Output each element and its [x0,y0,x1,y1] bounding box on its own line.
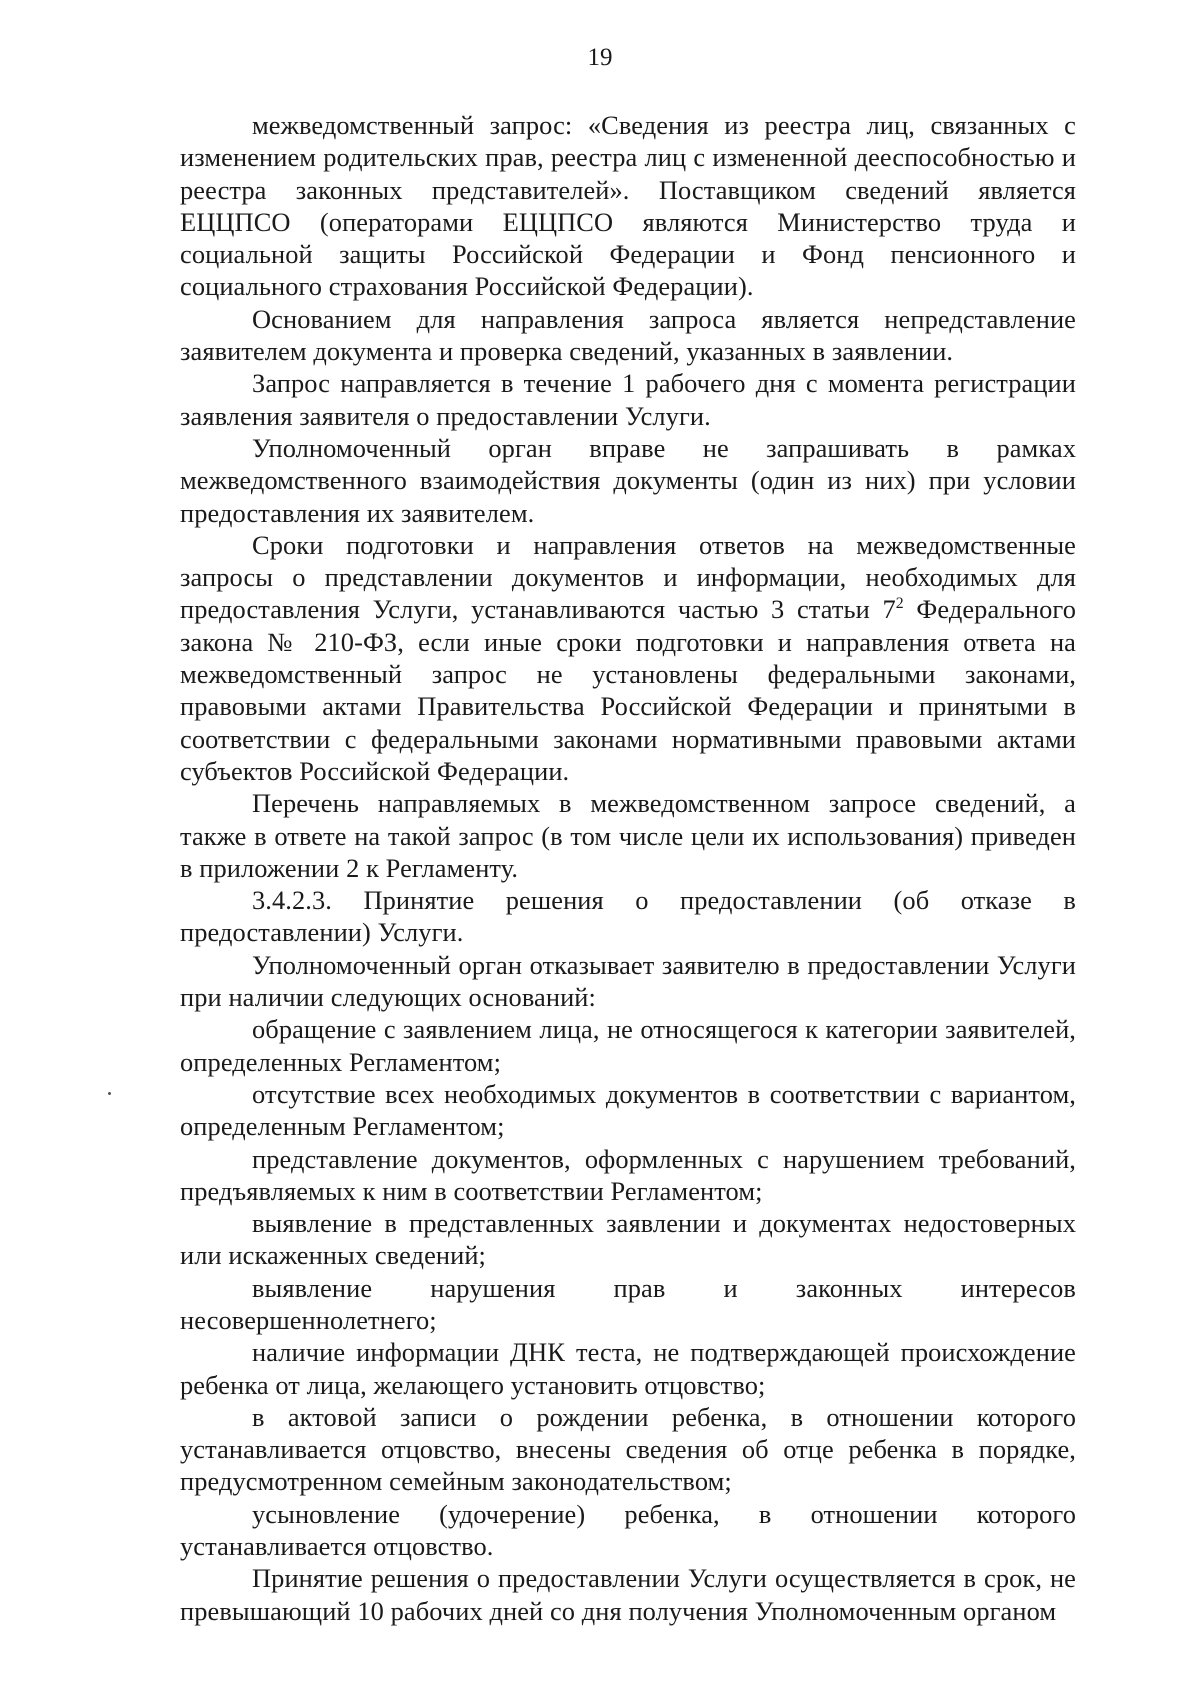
deadlines-text-end: Федерального закона № 210-ФЗ, если иные сроки подготовки и направления ответа на межведомственный запрос не установлены федеральными законами, правовыми актами Правительства Российской Федерации и принятыми в соответствии с федеральными законами нормативными правовыми актами субъектов Российской Федерации. [180,594,1076,786]
refusal-ground-item: выявление в представленных заявлении и документах недостоверных или искаженных сведений; [180,1208,1076,1271]
section-heading-3-4-2-3: 3.4.2.3. Принятие решения о предоставлении (об отказе в предоставлении) Услуги. [180,885,1076,948]
article-superscript: 2 [895,595,904,613]
refusal-ground-item: выявление нарушения прав и законных интересов несовершеннолетнего; [180,1272,1076,1335]
page-number: 19 [587,44,613,71]
paragraph-request-timing: Запрос направляется в течение 1 рабочего дня с момента регистрации заявления заявителя о предоставлении Услуги. [180,368,1076,431]
refusal-ground-item: обращение с заявлением лица, не относящегося к категории заявителей, определенных Регламентом; [180,1014,1076,1077]
body-text [180,109,1076,1627]
deadlines-text-start: Сроки подготовки и направления ответов на межведомственные запросы о представлении документов и информации, необходимых для предоставления Услуги, устанавливаются частью 3 статьи 7 [180,529,1076,625]
refusal-ground-item: усыновление (удочерение) ребенка, в отношении которого устанавливается отцовство. [180,1498,1076,1562]
paragraph-authority-right: Уполномоченный орган вправе не запрашивать в рамках межведомственного взаимодействия документы (один из них) при условии предоставления их заявителем. [180,432,1076,528]
refusal-ground-item: отсутствие всех необходимых документов в соответствии с вариантом, определенным Регламентом; [180,1078,1076,1142]
paragraph-decision-deadline: Принятие решения о предоставлении Услуги осуществляется в срок, не превышающий 10 рабочих дней со дня получения Уполномоченным органом [180,1563,1076,1626]
paragraph-response-deadlines [180,529,1076,787]
scan-speck [108,1092,111,1095]
paragraph-interagency-request-continued: межведомственный запрос: «Сведения из реестра лиц, связанных с изменением родительских прав, реестра лиц с измененной дееспособностью и реестра законных представителей». Поставщиком сведений является ЕЦЦПСО (операторами ЕЦЦПСО являются Министерство труда и социальной защиты Российской Федерации и Фонд пенсионного и социального страхования Российской Федерации). [180,110,1076,302]
refusal-ground-item: представление документов, оформленных с нарушением требований, предъявляемых к ним в соответствии Регламентом; [180,1143,1076,1206]
refusal-ground-item: наличие информации ДНК теста, не подтверждающей происхождение ребенка от лица, желающего установить отцовство; [180,1337,1076,1400]
paragraph-info-list: Перечень направляемых в межведомственном запросе сведений, а также в ответе на такой запрос (в том числе цели их использования) приведен в приложении 2 к Регламенту. [180,788,1076,883]
refusal-ground-item: в актовой записи о рождении ребенка, в отношении которого устанавливается отцовство, внесены сведения об отце ребенка в порядке, предусмотренном семейным законодательством; [180,1401,1076,1497]
paragraph-request-basis: Основанием для направления запроса является непредставление заявителем документа и проверка сведений, указанных в заявлении. [180,303,1076,367]
paragraph-refusal-intro: Уполномоченный орган отказывает заявителю в предоставлении Услуги при наличии следующих оснований: [180,949,1076,1013]
